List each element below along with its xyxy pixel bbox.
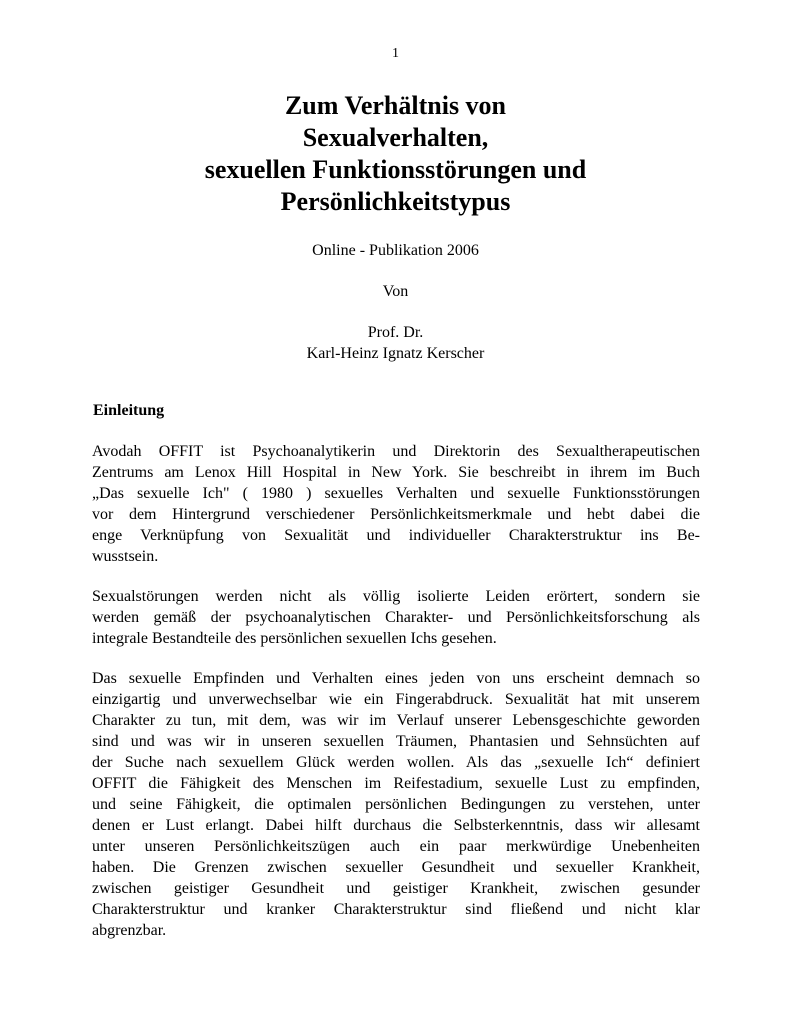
- paragraph-line: abgrenzbar.: [92, 922, 167, 939]
- paragraph-line: sind und was wir in unseren sexuellen Träumen, Phantasien und Sehnsüchten auf: [92, 733, 700, 750]
- paragraph-line: integrale Bestandteile des persönlichen sexuellen Ichs gesehen.: [92, 630, 497, 647]
- paragraph-line: einzigartig und unverwechselbar wie ein Fingerabdruck. Sexualität hat mit unserem: [92, 691, 700, 708]
- title-line: sexuellen Funktionsstörungen und: [204, 155, 587, 184]
- paragraph-line: der Suche nach sexuellem Glück werden wollen. Als das „sexuelle Ich“ definiert: [92, 754, 700, 771]
- paragraph-line: Das sexuelle Empfinden und Verhalten eines jeden von uns erscheint demnach so: [92, 670, 700, 687]
- paragraph-line: vor dem Hintergrund verschiedener Persönlichkeitsmerkmale und hebt dabei die: [92, 506, 700, 523]
- by-label: Von: [382, 283, 409, 300]
- publication-info: Online - Publikation 2006: [312, 242, 479, 259]
- paragraph-line: und seine Fähigkeit, die optimalen persönlichen Bedingungen zu verstehen, unter: [92, 796, 700, 813]
- paragraph: [92, 668, 700, 941]
- title-line: Zum Verhältnis von: [284, 91, 507, 120]
- paragraph-line: zwischen geistiger Gesundheit und geistiger Krankheit, zwischen gesunder: [92, 880, 700, 897]
- paragraph: [92, 441, 700, 567]
- document-title: [0, 90, 791, 218]
- paragraph-line: Charakter zu tun, mit dem, was wir im Verlauf unserer Lebensgeschichte geworden: [92, 712, 700, 729]
- page-number: 1: [392, 46, 399, 61]
- paragraph-line: werden gemäß der psychoanalytischen Charakter- und Persönlichkeitsforschung als: [92, 609, 700, 626]
- paragraph-line: wusstsein.: [92, 548, 159, 565]
- paragraph-line: Avodah OFFIT ist Psychoanalytikerin und Direktorin des Sexualtherapeutischen: [92, 443, 700, 460]
- paragraph-line: Zentrums am Lenox Hill Hospital in New York. Sie beschreibt in ihrem im Buch: [92, 464, 700, 481]
- author-name: Karl-Heinz Ignatz Kerscher: [306, 345, 485, 362]
- paragraph: [92, 586, 700, 649]
- paragraph-line: Charakterstruktur und kranker Charakterstruktur sind fließend und nicht klar: [92, 901, 700, 918]
- title-line: Sexualverhalten,: [302, 123, 489, 152]
- paragraph-line: „Das sexuelle Ich" ( 1980 ) sexuelles Verhalten und sexuelle Funktionsstörungen: [92, 485, 700, 502]
- paragraph-line: enge Verknüpfung von Sexualität und individueller Charakterstruktur ins Be-: [92, 527, 700, 544]
- paragraph-line: denen er Lust erlangt. Dabei hilft durchaus die Selbsterkenntnis, dass wir allesamt: [92, 817, 700, 834]
- section-heading: Einleitung: [93, 402, 165, 419]
- author-title: Prof. Dr.: [367, 324, 424, 341]
- title-line: Persönlichkeitstypus: [280, 187, 511, 216]
- paragraph-line: haben. Die Grenzen zwischen sexueller Gesundheit und sexueller Krankheit,: [92, 859, 700, 876]
- paragraph-line: OFFIT die Fähigkeit des Menschen im Reifestadium, sexuelle Lust zu empfinden,: [92, 775, 700, 792]
- paragraph-line: Sexualstörungen werden nicht als völlig isolierte Leiden erörtert, sondern sie: [92, 588, 700, 605]
- paragraph-line: unter unseren Persönlichkeitszügen auch ein paar merkwürdige Unebenheiten: [92, 838, 700, 855]
